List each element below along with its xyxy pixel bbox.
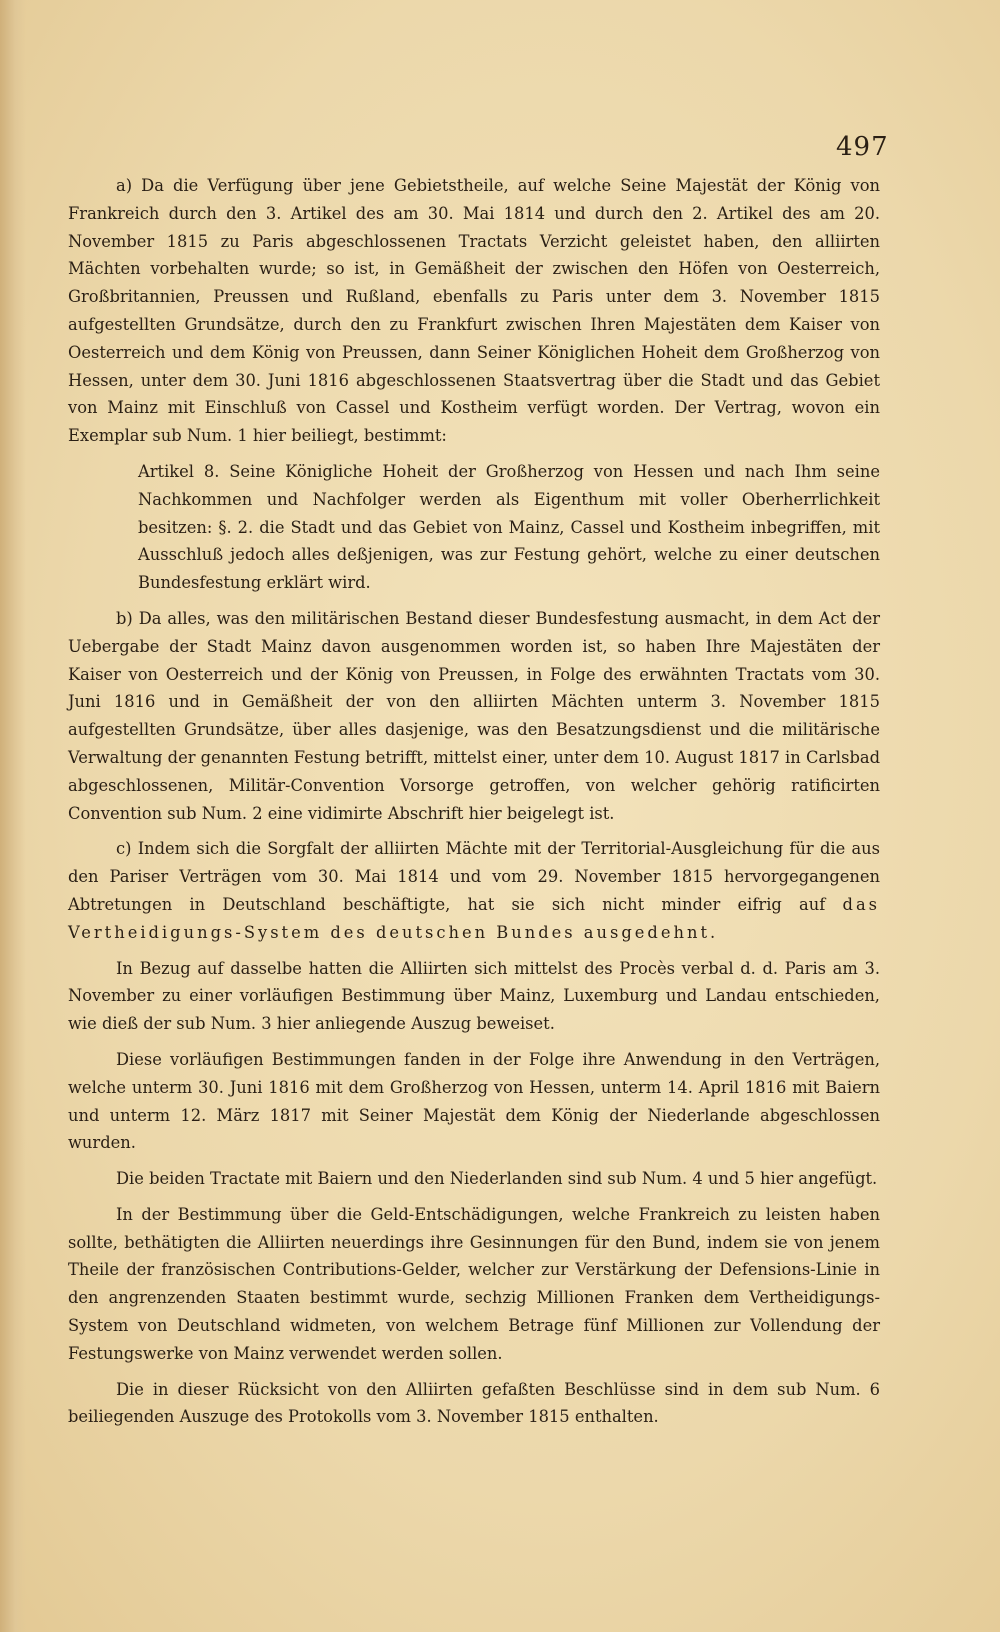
paragraph-c bbox=[68, 835, 880, 946]
paragraph-vorlaeufige-bestimmungen: Diese vorläufigen Bestimmungen fanden in der Folge ihre Anwendung in den Verträgen, welche unterm 30. Juni 1816 mit dem Großherzog von Hessen, unterm 14. April 1816 mit Baiern und unterm 12. März 1817 mit Seiner Majestät dem König der Niederlande abgeschlossen wurden. bbox=[68, 1049, 880, 1153]
paragraph-c-text: c) Indem sich die Sorgfalt der alliirten Mächte mit der Territorial-Ausgleichung für die aus den Pariser Verträgen vom 30. Mai 1814 und vom 29. November 1815 hervorgegangenen Abtretungen in Deutschland beschäftigte, hat sie sich nicht minder eifrig auf bbox=[68, 839, 880, 914]
paragraph-beschluesse: Die in dieser Rücksicht von den Alliirten gefaßten Beschlüsse sind in dem sub Num. 6 beiliegenden Auszuge des Protokolls vom 3. November 1815 enthalten. bbox=[68, 1379, 880, 1427]
page-edge-shadow bbox=[0, 0, 26, 1632]
paragraph-a: a) Da die Verfügung über jene Gebietstheile, auf welche Seine Majestät der König von Frankreich durch den 3. Artikel des am 30. Mai 1814 und durch den 2. Artikel des am 20. November 1815 zu Paris abgeschlossenen Tractats Verzicht geleistet haben, den alliirten Mächten vorbehalten wurde; so ist, in Gemäßheit der zwischen den Höfen von Oesterreich, Großbritannien, Preussen und Rußland, ebenfalls zu Paris unter dem 3. November 1815 aufgestellten Grundsätze, durch den zu Frankfurt zwischen Ihren Majestäten dem Kaiser von Oesterreich und dem König von Preussen, dann Seiner Königlichen Hoheit dem Großherzog von Hessen, unter dem 30. Juni 1816 abgeschlossenen Staatsvertrag über die Stadt und das Gebiet von Mainz mit Einschluß von Cassel und Kostheim verfügt worden. Der Vertrag, wovon ein Exemplar sub Num. 1 hier beiliegt, bestimmt: bbox=[68, 176, 880, 446]
page-number: 497 bbox=[836, 132, 889, 162]
body-text bbox=[68, 172, 880, 1431]
paragraph-b: b) Da alles, was den militärischen Bestand dieser Bundesfestung ausmacht, in dem Act der Uebergabe der Stadt Mainz davon ausgenommen worden ist, so haben Ihre Majestäten der Kaiser von Oesterreich und der König von Preussen, in Folge des erwähnten Tractats vom 30. Juni 1816 und in Gemäßheit der von den alliirten Mächten unterm 3. November 1815 aufgestellten Grundsätze, über alles dasjenige, was den Besatzungsdienst und die militärische Verwaltung der genannten Festung betrifft, mittelst einer, unter dem 10. August 1817 in Carlsbad abgeschlossenen, Militär-Convention Vorsorge getroffen, von welcher gehörig ratificirten Convention sub Num. 2 eine vidimirte Abschrift hier beigelegt ist. bbox=[68, 608, 880, 823]
quoted-article-8: Artikel 8. Seine Königliche Hoheit der Großherzog von Hessen und nach Ihm seine Nachkommen und Nachfolger werden als Eigenthum mit voller Oberherrlichkeit besitzen: §. 2. die Stadt und das Gebiet von Mainz, Cassel und Kostheim inbegriffen, mit Ausschluß jedoch alles deßjenigen, was zur Festung gehört, welche zu einer deutschen Bundesfestung erklärt wird. bbox=[138, 461, 880, 593]
paragraph-bezug: In Bezug auf dasselbe hatten die Alliirten sich mittelst des Procès verbal d. d. Paris am 3. November zu einer vorläufigen Bestimmung über Mainz, Luxemburg und Landau entschieden, wie dieß der sub Num. 3 hier anliegende Auszug beweiset. bbox=[68, 958, 880, 1034]
paragraph-tractate: Die beiden Tractate mit Baiern und den Niederlanden sind sub Num. 4 und 5 hier angefügt. bbox=[116, 1169, 878, 1189]
paragraph-c-spaced-text: das Vertheidigungs-System des deutschen Bundes ausgedehnt. bbox=[68, 894, 880, 942]
paragraph-geld-entschaedigungen: In der Bestimmung über die Geld-Entschädigungen, welche Frankreich zu leisten haben sollte, bethätigten die Alliirten neuerdings ihre Gesinnungen für den Bund, indem sie von jenem Theile der französischen Contributions-Gelder, welcher zur Verstärkung der Defensions-Linie in den angrenzenden Staaten bestimmt wurde, sechzig Millionen Franken dem Vertheidigungs-System von Deutschland widmeten, von welchem Betrage fünf Millionen zur Vollendung der Festungswerke von Mainz verwendet werden sollen. bbox=[68, 1204, 880, 1363]
